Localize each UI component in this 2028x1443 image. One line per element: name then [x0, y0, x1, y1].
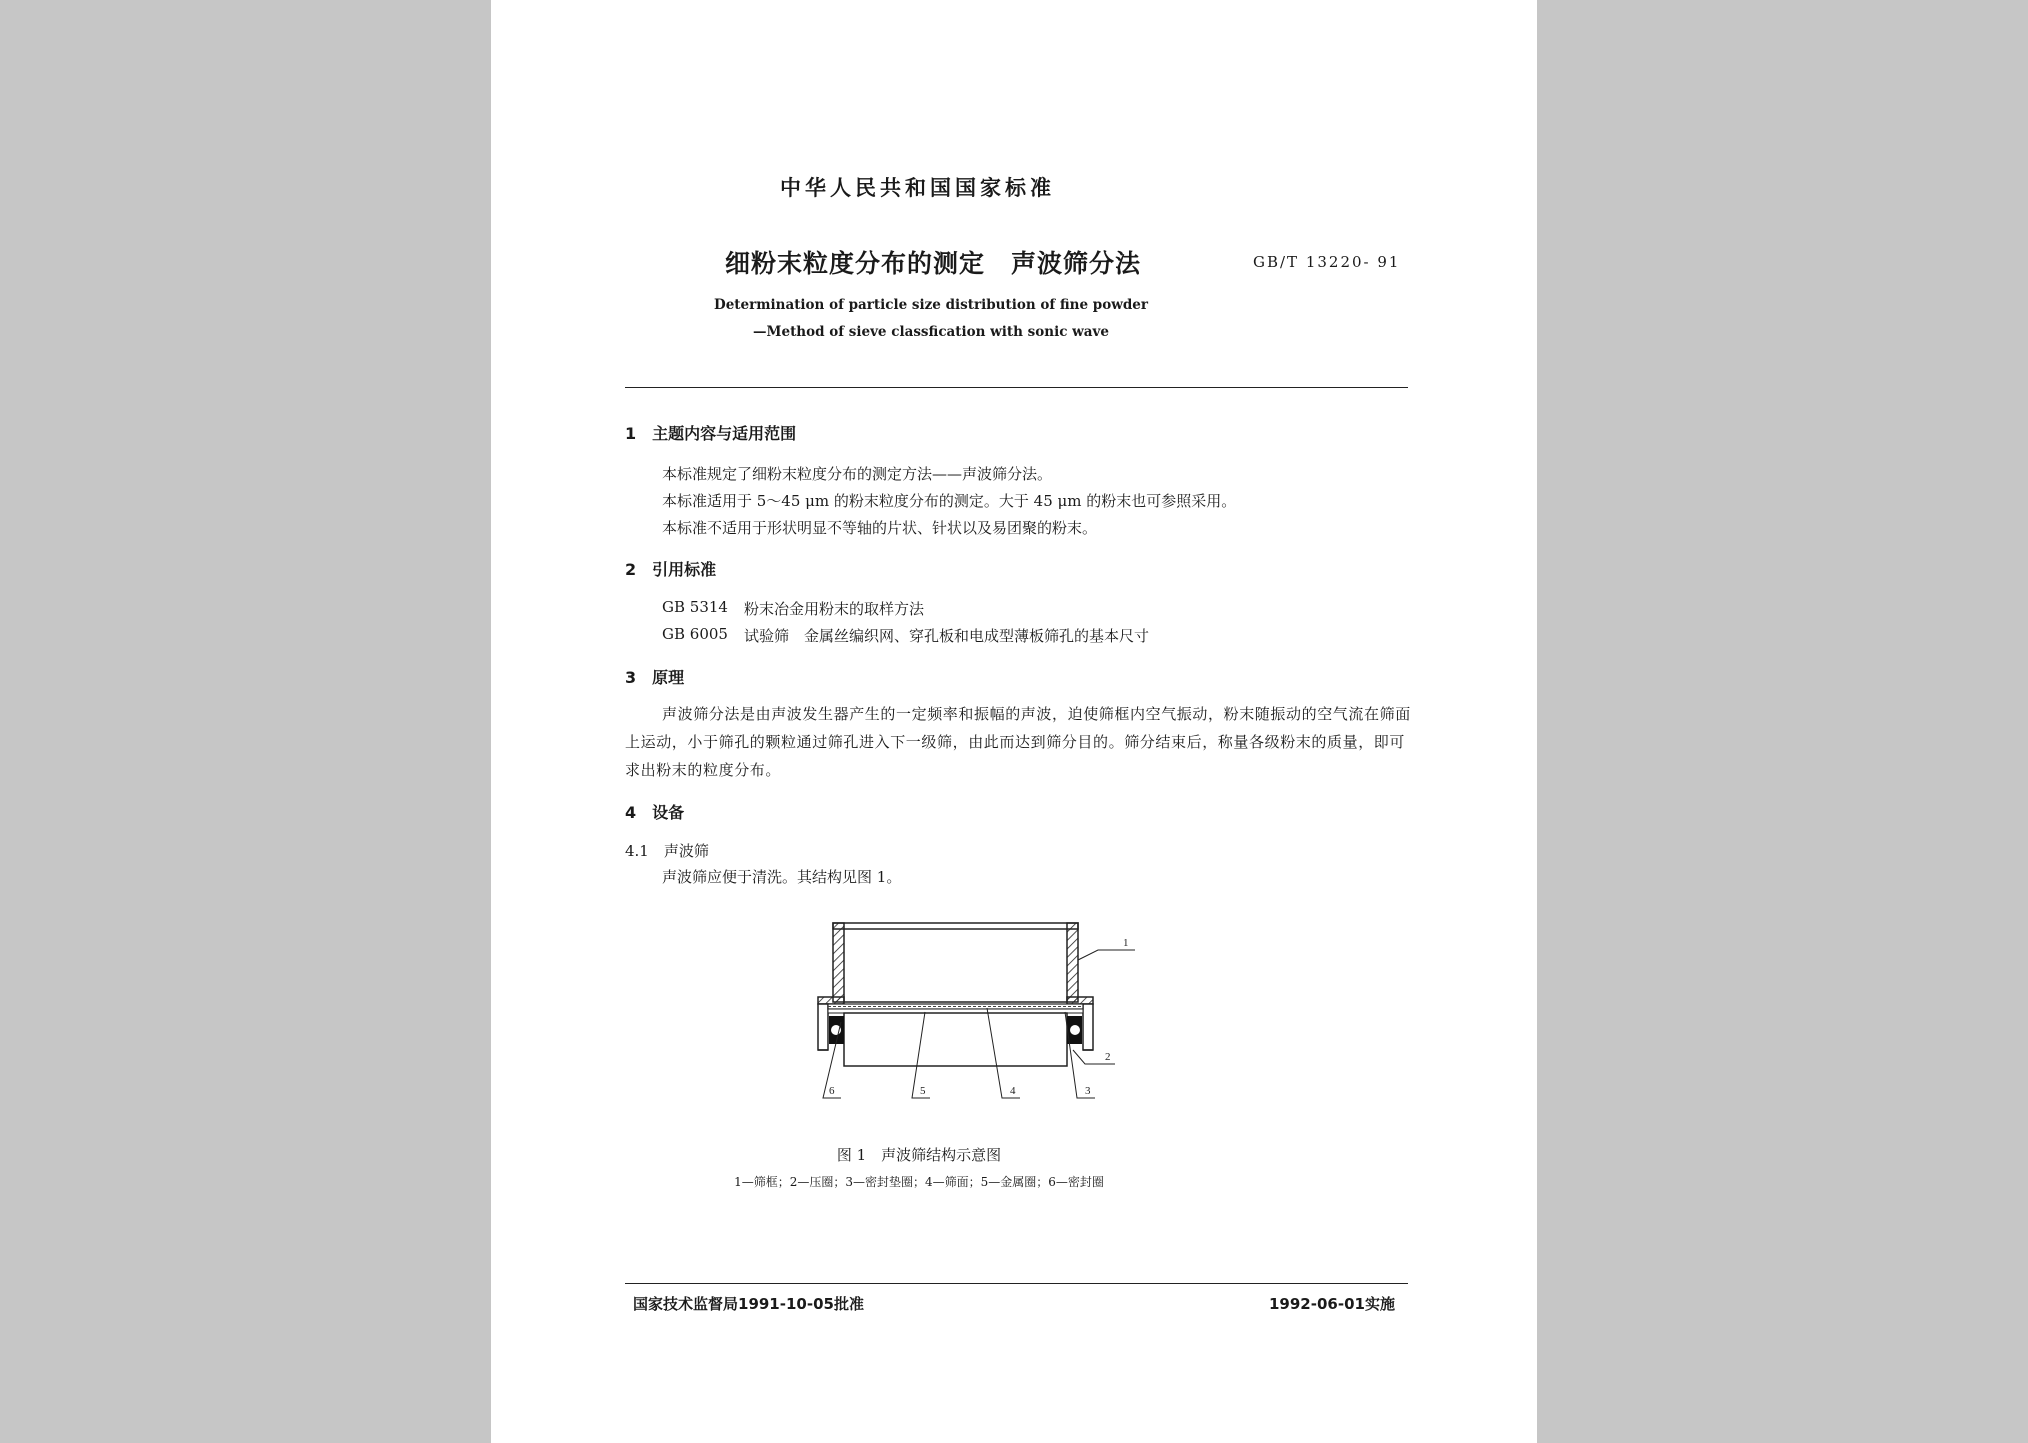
- standard-code: GB/T 13220- 91: [1253, 253, 1401, 271]
- section-1-para-2: 本标准适用于 5～45 μm 的粉末粒度分布的测定。大于 45 μm 的粉末也可参照采用。: [662, 492, 1237, 510]
- part-label-3: 3: [1085, 1085, 1091, 1097]
- part-label-1: 1: [1123, 937, 1129, 949]
- implementation-date: 1992-06-01实施: [1269, 1295, 1395, 1313]
- approval-date: 国家技术监督局1991-10-05批准: [633, 1295, 864, 1313]
- national-standard-heading: 中华人民共和国国家标准: [780, 176, 1055, 200]
- footer-rule: [625, 1283, 1408, 1284]
- metal-ring-shape: [844, 1013, 1067, 1066]
- section-2-heading: 2 引用标准: [625, 560, 717, 579]
- subsection-4-1-heading: 4.1 声波筛: [625, 842, 709, 860]
- sonic-sieve-diagram: [815, 912, 1215, 1122]
- reference-1-title: 粉末冶金用粉末的取样方法: [744, 600, 925, 618]
- section-3-para-text: 声波筛分法是由声波发生器产生的一定频率和振幅的声波，迫使筛框内空气振动，粉末随振动的空气流在筛面上运动，小于筛孔的颗粒通过筛孔进入下一级筛，由此而达到筛分目的。筛分结束后，称量各级粉末的质量，即可求出粉末的粒度分布。: [625, 705, 1411, 779]
- reference-2-title: 试验筛 金属丝编织网、穿孔板和电成型薄板筛孔的基本尺寸: [744, 627, 1150, 645]
- part-label-2: 2: [1105, 1051, 1111, 1063]
- figure-legend: 1—筛框；2—压圈；3—密封垫圈；4—筛面；5—金属圈；6—密封圈: [734, 1175, 1104, 1189]
- section-4-heading: 4 设备: [625, 803, 685, 822]
- title-english-line2: —Method of sieve classfication with sonic wave: [753, 324, 1109, 340]
- header-rule: [625, 387, 1408, 388]
- part-label-4: 4: [1010, 1085, 1016, 1097]
- reference-1-code: GB 5314: [662, 598, 728, 616]
- document-page: [491, 0, 1537, 1443]
- sieve-frame-shape: [833, 923, 1078, 1002]
- part-label-5: 5: [920, 1085, 926, 1097]
- subsection-4-1-para: 声波筛应便于清洗。其结构见图 1。: [662, 868, 902, 886]
- section-1-heading: 1 主题内容与适用范围: [625, 424, 797, 443]
- section-3-para: [625, 700, 1415, 784]
- part-label-6: 6: [829, 1085, 835, 1097]
- title-chinese: 细粉末粒度分布的测定 声波筛分法: [725, 249, 1142, 278]
- sieve-mesh-shape: [828, 1004, 1083, 1013]
- reference-2-code: GB 6005: [662, 625, 728, 643]
- figure-caption: 图 1 声波筛结构示意图: [836, 1146, 1002, 1164]
- section-3-heading: 3 原理: [625, 668, 685, 687]
- section-1-para-1: 本标准规定了细粉末粒度分布的测定方法——声波筛分法。: [662, 465, 1053, 483]
- title-english-line1: Determination of particle size distribution of fine powder: [713, 297, 1148, 313]
- section-1-para-3: 本标准不适用于形状明显不等轴的片状、针状以及易团聚的粉末。: [662, 519, 1098, 537]
